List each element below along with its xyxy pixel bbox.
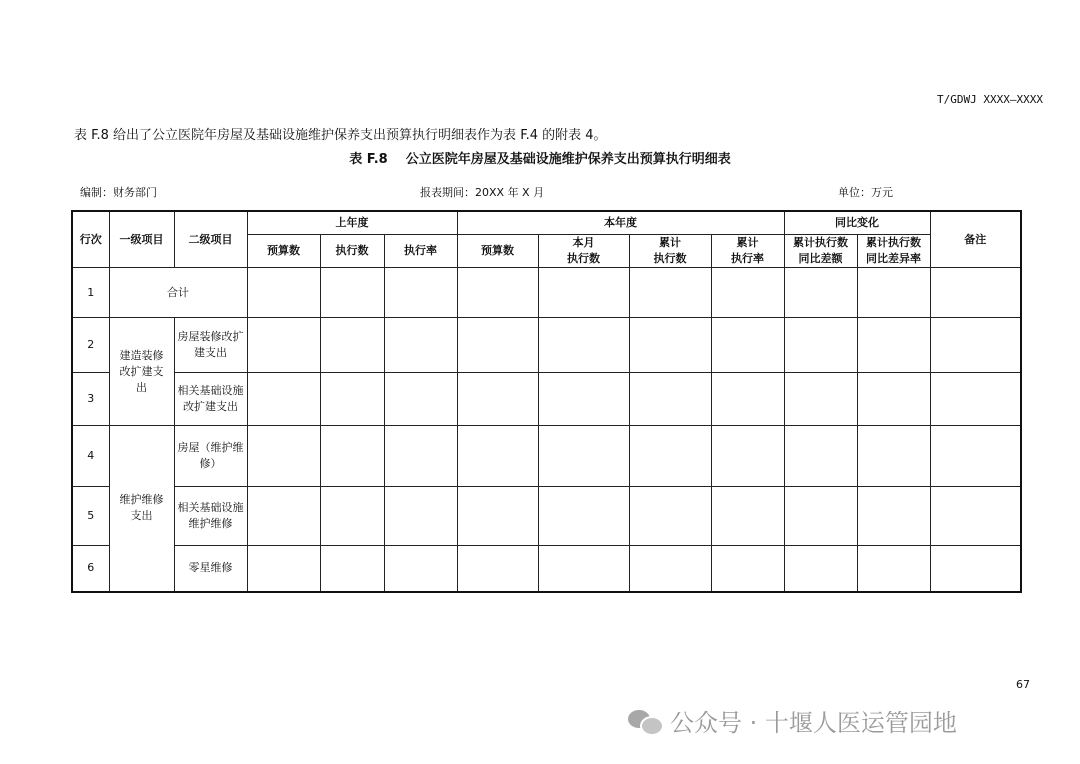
cell xyxy=(930,426,1021,487)
cell xyxy=(320,487,384,546)
row-number: 1 xyxy=(72,268,109,318)
header-this-year: 本年度 xyxy=(457,211,784,235)
header-yoy: 同比变化 xyxy=(784,211,930,235)
cell xyxy=(784,546,857,592)
budget-detail-table xyxy=(71,210,1022,593)
header-budget-this-year: 预算数 xyxy=(457,235,538,268)
cell xyxy=(538,318,629,373)
cell xyxy=(384,318,457,373)
document-code: T/GDWJ XXXX—XXXX xyxy=(937,93,1043,106)
cell xyxy=(629,487,711,546)
cell xyxy=(711,318,784,373)
cell xyxy=(384,268,457,318)
cell xyxy=(384,546,457,592)
table-row xyxy=(72,268,1021,318)
cell xyxy=(857,546,930,592)
cell xyxy=(538,426,629,487)
cell xyxy=(320,268,384,318)
wechat-icon xyxy=(628,708,662,734)
cell xyxy=(320,426,384,487)
unit-label: 单位：万元 xyxy=(838,186,893,199)
cell xyxy=(538,487,629,546)
cell xyxy=(711,487,784,546)
header-level2: 二级项目 xyxy=(174,211,247,268)
cell xyxy=(457,268,538,318)
cell xyxy=(711,546,784,592)
page-number: 67 xyxy=(1016,678,1030,691)
header-budget: 预算数 xyxy=(247,235,320,268)
cell xyxy=(930,268,1021,318)
cell xyxy=(384,426,457,487)
header-cum-exec: 累计 执行数 xyxy=(629,235,711,268)
cell xyxy=(930,373,1021,426)
cell xyxy=(457,487,538,546)
cell xyxy=(538,268,629,318)
header-executed: 执行数 xyxy=(320,235,384,268)
cell xyxy=(857,268,930,318)
prepared-by: 编制：财务部门 xyxy=(80,186,157,199)
cell xyxy=(857,373,930,426)
level2-item: 相关基础设施维护维修 xyxy=(174,487,247,546)
cell xyxy=(457,373,538,426)
cell xyxy=(711,426,784,487)
cell xyxy=(629,268,711,318)
cell xyxy=(384,487,457,546)
row-number: 2 xyxy=(72,318,109,373)
row-number: 3 xyxy=(72,373,109,426)
cell xyxy=(538,373,629,426)
level2-item: 零星维修 xyxy=(174,546,247,592)
header-cum-diff: 累计执行数 同比差额 xyxy=(784,235,857,268)
cell xyxy=(784,318,857,373)
cell xyxy=(930,546,1021,592)
table-row xyxy=(72,426,1021,487)
cell xyxy=(320,546,384,592)
cell xyxy=(384,373,457,426)
header-cum-rate: 累计 执行率 xyxy=(711,235,784,268)
table-title: 表 F.8 公立医院年房屋及基础设施维护保养支出预算执行明细表 xyxy=(349,152,731,167)
header-exec-rate: 执行率 xyxy=(384,235,457,268)
level2-item: 相关基础设施改扩建支出 xyxy=(174,373,247,426)
header-cum-diff-rate: 累计执行数 同比差异率 xyxy=(857,235,930,268)
cell xyxy=(320,373,384,426)
cell xyxy=(538,546,629,592)
row-number: 4 xyxy=(72,426,109,487)
cell xyxy=(247,546,320,592)
table-row xyxy=(72,318,1021,373)
cell xyxy=(629,426,711,487)
cell xyxy=(711,373,784,426)
cell xyxy=(930,318,1021,373)
cell xyxy=(857,318,930,373)
cell xyxy=(247,487,320,546)
header-row-no: 行次 xyxy=(72,211,109,268)
intro-paragraph: 表 F.8 给出了公立医院年房屋及基础设施维护保养支出预算执行明细表作为表 F.4 的附表 4。 xyxy=(74,128,607,143)
cell xyxy=(247,426,320,487)
cell xyxy=(320,318,384,373)
cell xyxy=(247,318,320,373)
level1-maintenance: 维护维修支出 xyxy=(109,426,174,592)
cell xyxy=(457,426,538,487)
header-row-top xyxy=(72,211,1021,235)
cell xyxy=(784,373,857,426)
header-level1: 一级项目 xyxy=(109,211,174,268)
header-last-year: 上年度 xyxy=(247,211,457,235)
watermark-text: 公众号 · 十堰人医运管园地 xyxy=(670,709,957,737)
row-number: 5 xyxy=(72,487,109,546)
level2-item: 房屋装修改扩建支出 xyxy=(174,318,247,373)
watermark xyxy=(628,703,957,738)
level1-construction: 建造装修改扩建支出 xyxy=(109,318,174,426)
cell xyxy=(784,268,857,318)
cell xyxy=(247,268,320,318)
table-row xyxy=(72,373,1021,426)
cell xyxy=(457,318,538,373)
cell xyxy=(784,426,857,487)
cell xyxy=(930,487,1021,546)
cell xyxy=(457,546,538,592)
cell xyxy=(629,373,711,426)
cell xyxy=(629,318,711,373)
row-number: 6 xyxy=(72,546,109,592)
cell xyxy=(629,546,711,592)
cell xyxy=(857,426,930,487)
table-row xyxy=(72,546,1021,592)
report-period: 报表期间：20XX 年 X 月 xyxy=(420,186,545,199)
header-remark: 备注 xyxy=(930,211,1021,268)
level2-item: 房屋（维护维修） xyxy=(174,426,247,487)
cell xyxy=(784,487,857,546)
cell xyxy=(247,373,320,426)
cell xyxy=(711,268,784,318)
header-month-exec: 本月 执行数 xyxy=(538,235,629,268)
cell xyxy=(857,487,930,546)
total-label: 合计 xyxy=(109,268,247,318)
table-row xyxy=(72,487,1021,546)
